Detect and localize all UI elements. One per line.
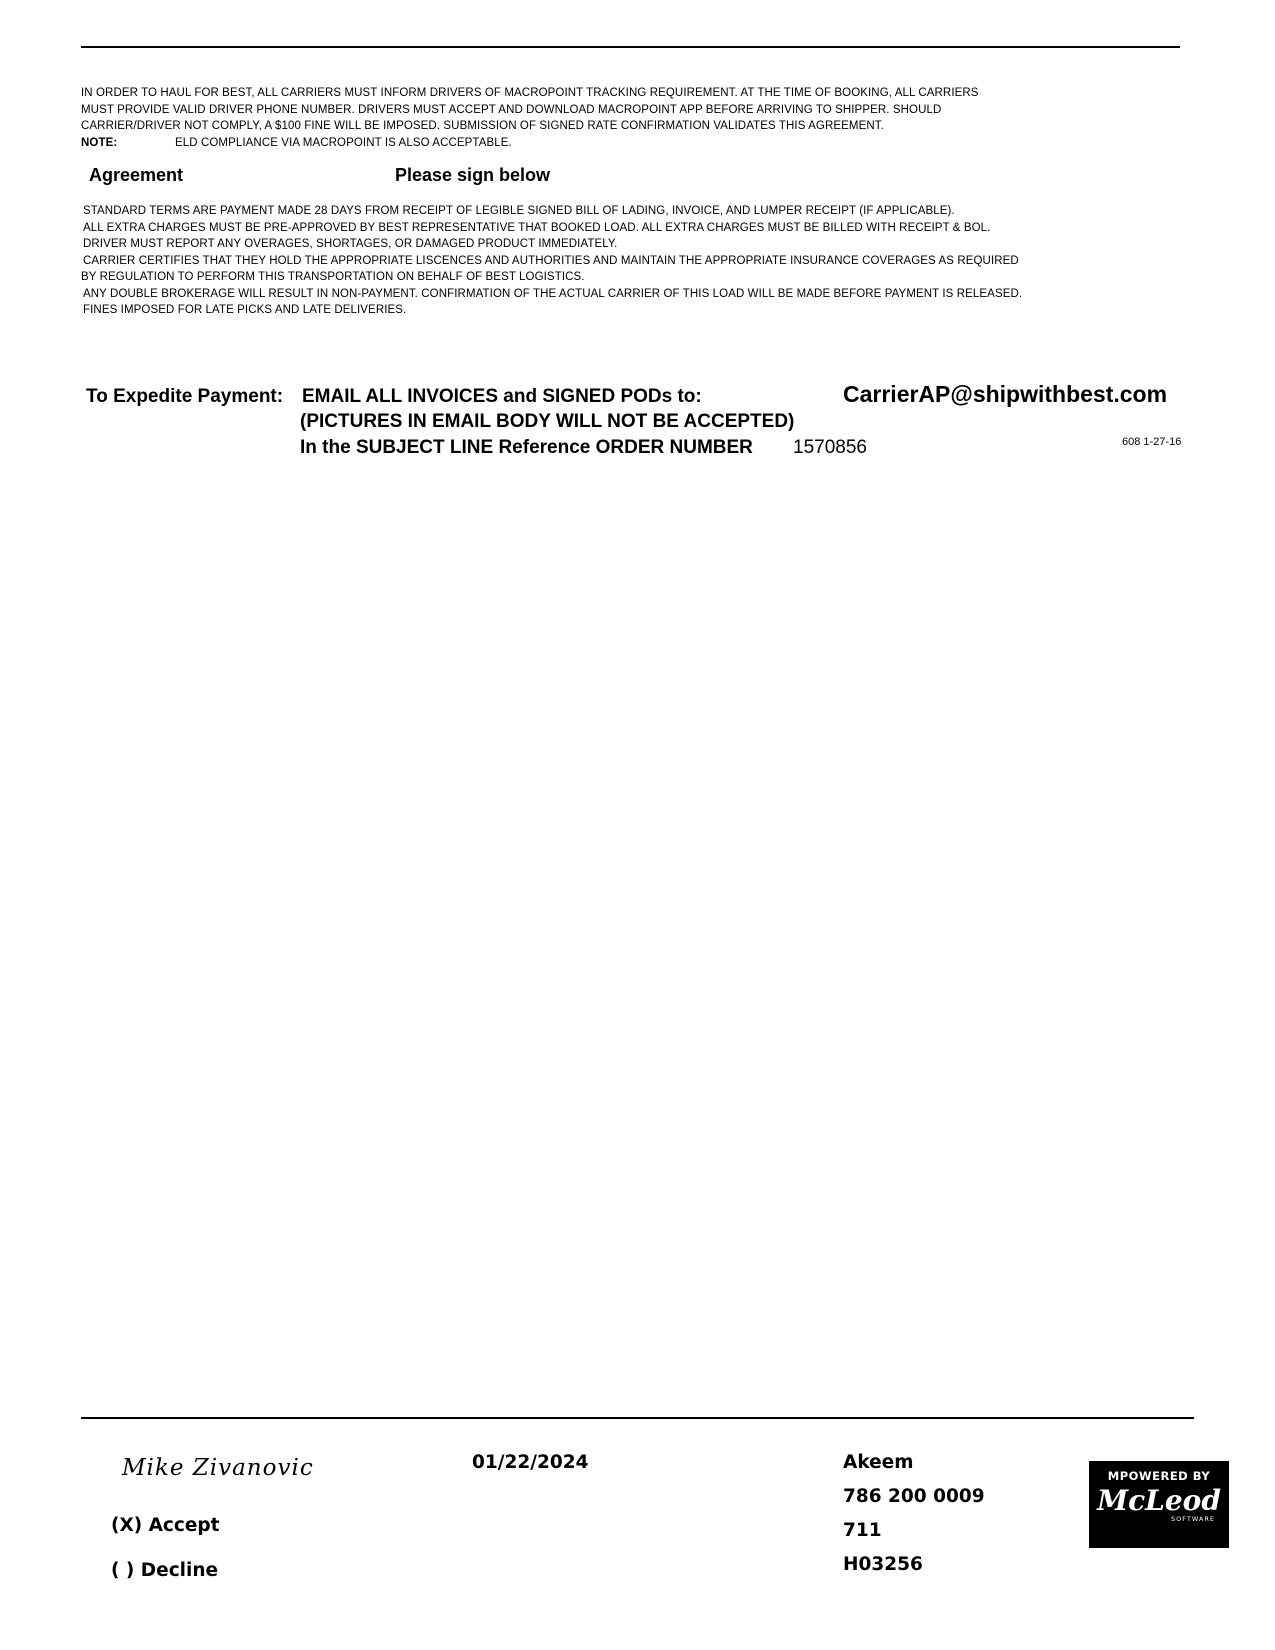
- standard-terms: [83, 203, 1022, 319]
- logo-brand: McLeod: [1097, 1484, 1221, 1517]
- contact-ext: 711: [843, 1520, 882, 1541]
- note-text: ELD COMPLIANCE VIA MACROPOINT IS ALSO ACCEPTABLE.: [175, 136, 512, 149]
- payment-label: To Expedite Payment:: [86, 386, 284, 407]
- payment-line-1: EMAIL ALL INVOICES and SIGNED PODs to:: [302, 386, 702, 407]
- terms-line-7: FINES IMPOSED FOR LATE PICKS AND LATE DELIVERIES.: [83, 304, 407, 316]
- notice-line-1: IN ORDER TO HAUL FOR BEST, ALL CARRIERS MUST INFORM DRIVERS OF MACROPOINT TRACKING REQUIREMENT. AT THE TIME OF BOOKING, ALL CARRIERS: [81, 87, 979, 99]
- terms-line-4: CARRIER CERTIFIES THAT THEY HOLD THE APPROPRIATE LISCENCES AND AUTHORITIES AND MAINTAIN THE APPROPRIATE INSURANCE COVERAGES AS REQUIRED: [83, 254, 1019, 267]
- note-label: NOTE:: [81, 136, 118, 149]
- order-number: 1570856: [793, 437, 867, 458]
- agreement-heading: Agreement: [89, 165, 184, 185]
- terms-line-1: STANDARD TERMS ARE PAYMENT MADE 28 DAYS FROM RECEIPT OF LEGIBLE SIGNED BILL OF LADING, INVOICE, AND LUMPER RECEIPT (IF APPLICABLE).: [83, 205, 955, 217]
- signer-signature: Mike Zivanovic: [122, 1455, 314, 1481]
- form-code: 608 1-27-16: [1122, 436, 1182, 448]
- payment-line-3: In the SUBJECT LINE Reference ORDER NUMBER: [300, 437, 753, 458]
- mcleod-logo: [1089, 1461, 1229, 1548]
- top-divider: [81, 46, 1180, 48]
- terms-line-3: DRIVER MUST REPORT ANY OVERAGES, SHORTAGES, OR DAMAGED PRODUCT IMMEDIATELY.: [83, 238, 618, 250]
- notice-line-3: CARRIER/DRIVER NOT COMPLY, A $100 FINE WILL BE IMPOSED. SUBMISSION OF SIGNED RATE CONFIRMATION VALIDATES THIS AGREEMENT.: [81, 120, 884, 132]
- decline-option[interactable]: ( ) Decline: [111, 1560, 219, 1581]
- accept-option[interactable]: (X) Accept: [111, 1515, 220, 1536]
- notice-line-2: MUST PROVIDE VALID DRIVER PHONE NUMBER. DRIVERS MUST ACCEPT AND DOWNLOAD MACROPOINT APP BEFORE ARRIVING TO SHIPPER. SHOULD: [81, 103, 942, 116]
- terms-line-5: BY REGULATION TO PERFORM THIS TRANSPORTATION ON BEHALF OF BEST LOGISTICS.: [81, 271, 585, 283]
- terms-line-2: ALL EXTRA CHARGES MUST BE PRE-APPROVED BY BEST REPRESENTATIVE THAT BOOKED LOAD. ALL EXTRA CHARGES MUST BE BILLED WITH RECEIPT & BOL.: [83, 221, 991, 234]
- logo-powered-by: MPOWERED BY: [1107, 1469, 1211, 1483]
- contact-code: H03256: [843, 1554, 923, 1575]
- logo-software: SOFTWARE: [1171, 1515, 1215, 1523]
- notice-note: [81, 135, 979, 152]
- sign-prompt: Please sign below: [395, 165, 551, 185]
- contact-phone: 786 200 0009: [843, 1486, 985, 1507]
- payment-email[interactable]: CarrierAP@shipwithbest.com: [843, 381, 1168, 407]
- bottom-divider: [81, 1417, 1194, 1419]
- contact-name: Akeem: [843, 1452, 914, 1473]
- payment-line-2: (PICTURES IN EMAIL BODY WILL NOT BE ACCEPTED): [300, 411, 795, 432]
- terms-line-6: ANY DOUBLE BROKERAGE WILL RESULT IN NON-PAYMENT. CONFIRMATION OF THE ACTUAL CARRIER OF THIS LOAD WILL BE MADE BEFORE PAYMENT IS RELEASED.: [83, 287, 1023, 300]
- macropoint-notice: [81, 85, 979, 151]
- signature-date: 01/22/2024: [472, 1452, 589, 1473]
